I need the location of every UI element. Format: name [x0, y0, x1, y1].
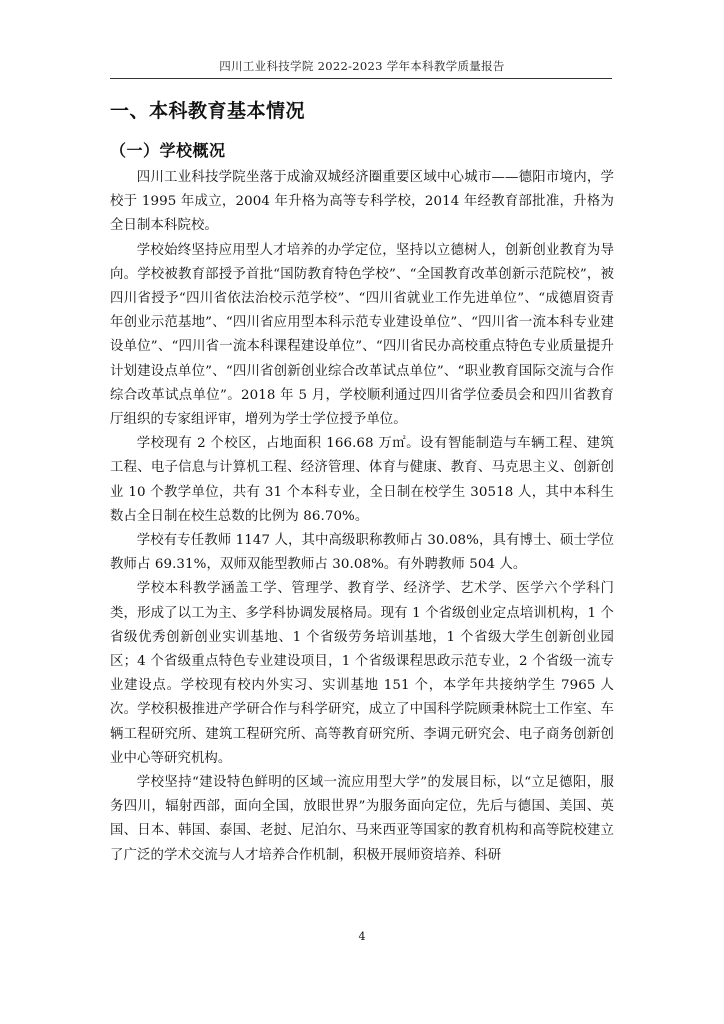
page-number: 4: [358, 930, 366, 943]
body-text: [110, 166, 614, 868]
running-header: 四川工业科技学院 2022-2023 学年本科教学质量报告: [219, 59, 505, 73]
paragraph-honors: 学校始终坚持应用型人才培养的办学定位，坚持以立德树人，创新创业教育为导向。学校被教育部授予首批“国防教育特色学校”、“全国教育改革创新示范院校”，被四川省授予“四川省依法治校示范学校”、“四川省就业工作先进单位”、“成德眉资青年创业示范基地”、“四川省应用型本科示范专业建设单位”、“四川省一流本科专业建设单位”、“四川省一流本科课程建设单位”、“四川省民办高校重点特色专业质量提升计划建设点单位”、“四川省创新创业综合改革试点单位”、“职业教育国际交流与合作综合改革试点单位”。2018 年 5 月，学校顺利通过四川省学位委员会和四川省教育厅组织的专家组评审，增列为学士学位授予单位。: [110, 242, 614, 428]
header-divider: [110, 78, 612, 79]
paragraph-campus: 学校现有 2 个校区，占地面积 166.68 万㎡。设有智能制造与车辆工程、建筑工程、电子信息与计算机工程、经济管理、体育与健康、教育、马克思主义、创新创业 10 个教学单位，共有 31 个本科专业，全日制在校学生 30518 人，其中本科生数占全日制在校生总数的比例为 86.70%。: [110, 436, 614, 524]
section-heading: 一、本科教育基本情况: [110, 100, 306, 122]
paragraph-intro: 四川工业科技学院坐落于成渝双城经济圈重要区域中心城市——德阳市境内，学校于 1995 年成立，2004 年升格为高等专科学校，2014 年经教育部批准，升格为全日制本科院校。: [110, 170, 614, 234]
paragraph-disciplines: 学校本科教学涵盖工学、管理学、教育学、经济学、艺术学、医学六个学科门类，形成了以工为主、多学科协调发展格局。现有 1 个省级创业定点培训机构，1 个省级优秀创新创业实训基地、1 个省级劳务培训基地，1 个省级大学生创新创业园区；4 个省级重点特色专业建设项目，1 个省级课程思政示范专业，2 个省级一流专业建设点。学校现有校内外实习、实训基地 151 个，本学年共接纳学生 7965 人次。学校积极推进产学研合作与科学研究，成立了中国科学院顾秉林院士工作室、车辆工程研究所、建筑工程研究所、高等教育研究所、李调元研究会、电子商务创新创业中心等研究机构。: [110, 581, 614, 766]
paragraph-faculty: 学校有专任教师 1147 人，其中高级职称教师占 30.08%，具有博士、硕士学位教师占 69.31%，双师双能型教师占 30.08%。有外聘教师 504 人。: [110, 533, 614, 573]
subsection-heading: （一）学校概况: [110, 141, 226, 160]
paragraph-international: 学校坚持“建设特色鲜明的区域一流应用型大学”的发展目标，以“立足德阳，服务四川，辐射西部，面向全国，放眼世界”为服务面向定位，先后与德国、美国、英国、日本、韩国、泰国、老挝、尼泊尔、马来西亚等国家的教育机构和高等院校建立了广泛的学术交流与人才培养合作机制，积极开展师资培养、科研: [110, 775, 614, 863]
